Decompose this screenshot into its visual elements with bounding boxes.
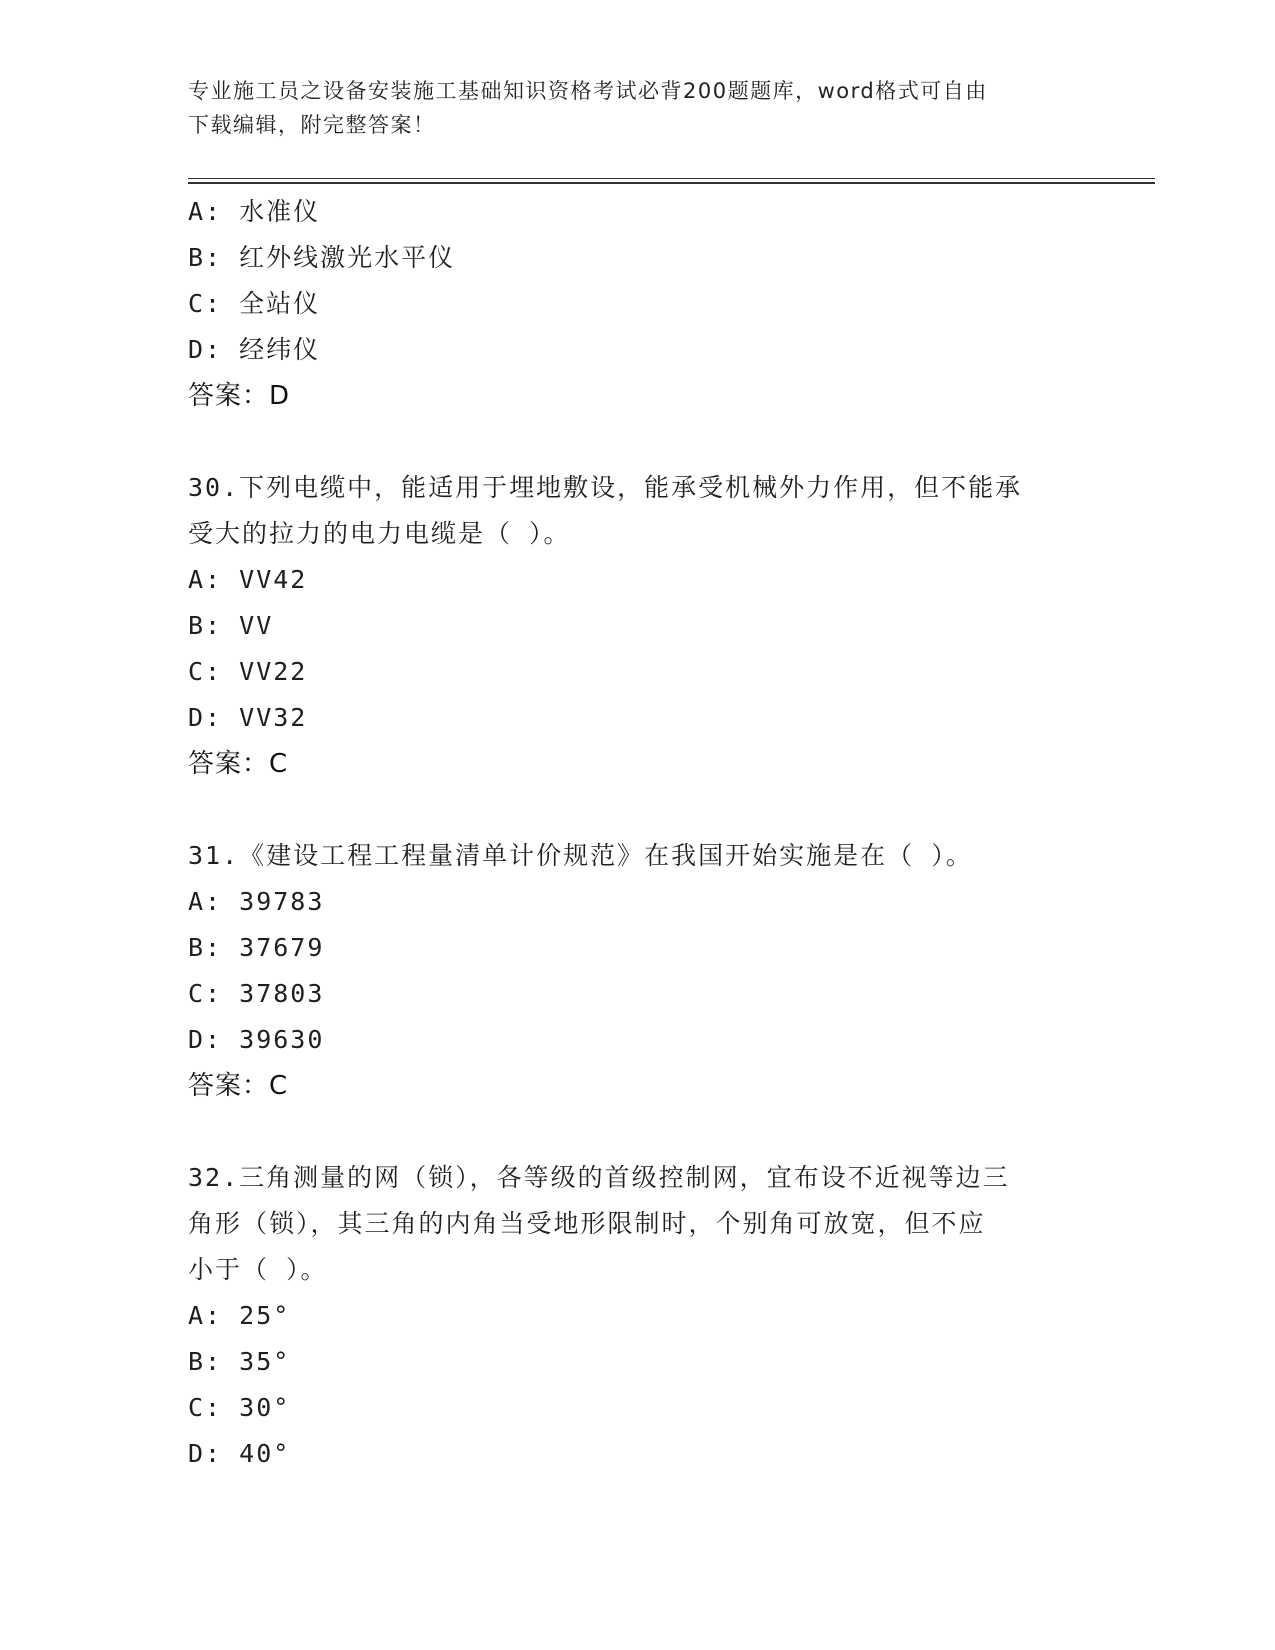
header-line-2: 下载编辑，附完整答案！	[188, 113, 436, 137]
question-text	[188, 465, 1088, 557]
answer-label: 答案：C	[188, 1071, 289, 1101]
option-a: A: 39783	[188, 887, 325, 916]
answer-label: 答案：D	[188, 381, 291, 411]
option-c: C: 全站仪	[188, 289, 321, 318]
option-a: A: 25°	[188, 1301, 291, 1330]
question-text	[188, 1155, 1088, 1293]
question-text-line: 32.三角测量的网（锁），各等级的首级控制网，宜布设不近视等边三	[188, 1163, 1010, 1192]
header-line-1: 专业施工员之设备安装施工基础知识资格考试必背200题题库，word格式可自由	[188, 79, 988, 103]
header-divider-thin	[188, 178, 1155, 179]
option-c: C: 30°	[188, 1393, 291, 1422]
question-block-30	[188, 465, 1088, 787]
header-divider-thick	[188, 182, 1155, 184]
question-text-line: 受大的拉力的电力电缆是（ ）。	[188, 519, 571, 548]
option-d: D: VV32	[188, 703, 308, 732]
document-header	[188, 74, 1088, 142]
question-text-line: 角形（锁），其三角的内角当受地形限制时，个别角可放宽，但不应	[188, 1209, 986, 1238]
option-b: B: 37679	[188, 933, 325, 962]
option-b: B: VV	[188, 611, 274, 640]
option-c: C: 37803	[188, 979, 325, 1008]
question-text-line: 30.下列电缆中，能适用于埋地敷设，能承受机械外力作用，但不能承	[188, 473, 1023, 502]
option-c: C: VV22	[188, 657, 308, 686]
question-block-31	[188, 833, 1088, 1109]
option-b: B: 35°	[188, 1347, 291, 1376]
option-d: D: 40°	[188, 1439, 291, 1468]
option-a: A: VV42	[188, 565, 308, 594]
question-block-32	[188, 1155, 1088, 1477]
question-block-29	[188, 189, 1088, 419]
question-text-line: 31.《建设工程工程量清单计价规范》在我国开始实施是在（ ）。	[188, 841, 973, 870]
question-list	[188, 189, 1088, 1477]
option-a: A: 水准仪	[188, 197, 321, 226]
option-d: D: 经纬仪	[188, 335, 321, 364]
question-text-line: 小于（ ）。	[188, 1255, 328, 1284]
option-d: D: 39630	[188, 1025, 325, 1054]
option-b: B: 红外线激光水平仪	[188, 243, 456, 272]
question-text	[188, 833, 1088, 879]
answer-label: 答案：C	[188, 749, 289, 779]
